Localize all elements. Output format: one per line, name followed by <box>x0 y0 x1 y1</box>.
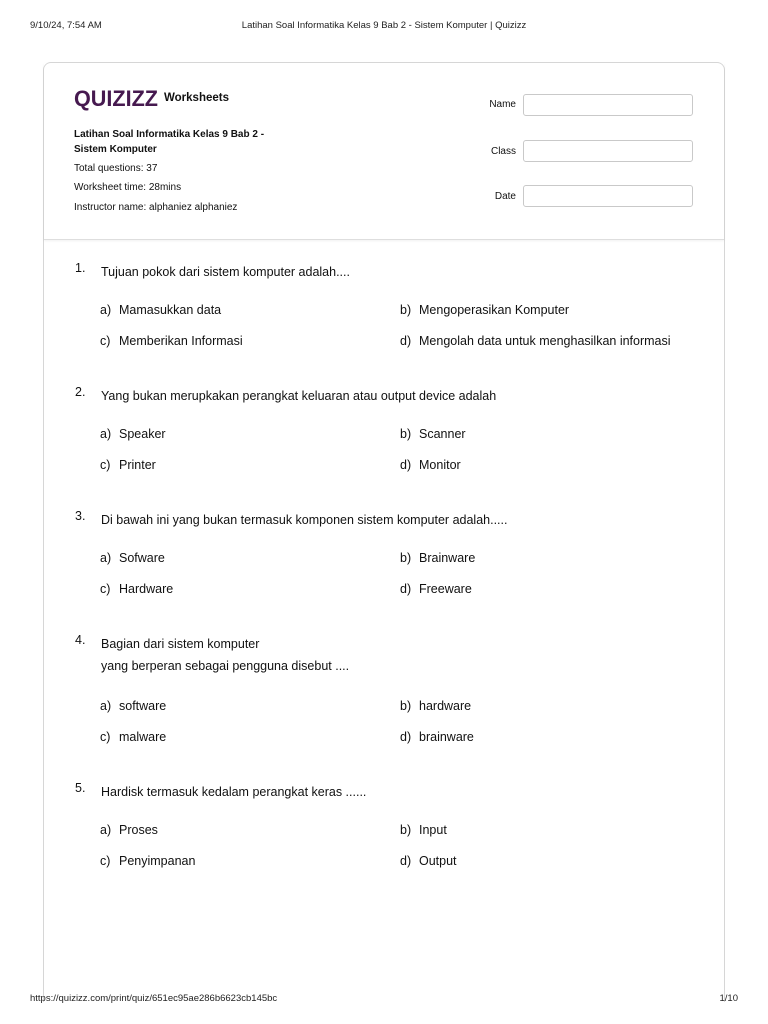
option-text: Penyimpanan <box>119 854 196 868</box>
option-text: Brainware <box>419 551 476 565</box>
option-letter: b) <box>400 303 412 317</box>
question-text <box>101 385 701 407</box>
option-letter: a) <box>100 303 112 317</box>
question-text <box>101 633 701 677</box>
option-c[interactable] <box>100 334 243 348</box>
option-letter: d) <box>400 582 412 596</box>
option-text: brainware <box>419 730 474 744</box>
worksheet-title-line1: Latihan Soal Informatika Kelas 9 Bab 2 - <box>74 129 265 140</box>
option-d[interactable] <box>400 334 671 348</box>
question-text <box>101 781 701 803</box>
worksheet-sheet <box>43 62 725 1002</box>
option-letter: b) <box>400 823 412 837</box>
option-text: Output <box>419 854 457 868</box>
worksheet-header <box>44 63 724 240</box>
option-letter: d) <box>400 334 412 348</box>
option-text: Monitor <box>419 458 461 472</box>
option-text: Proses <box>119 823 158 837</box>
worksheet-time: Worksheet time: 28mins <box>74 182 182 193</box>
option-b[interactable] <box>400 303 569 317</box>
worksheet-title <box>74 127 314 157</box>
option-a[interactable] <box>100 427 166 441</box>
option-c[interactable] <box>100 458 156 472</box>
option-d[interactable] <box>400 582 472 596</box>
question-number: 3. <box>75 509 86 523</box>
option-letter: c) <box>100 334 111 348</box>
option-letter: a) <box>100 551 112 565</box>
date-label: Date <box>494 191 516 202</box>
option-text: Hardware <box>119 582 174 596</box>
option-b[interactable] <box>400 699 471 713</box>
option-letter: d) <box>400 730 412 744</box>
name-label: Name <box>489 99 516 110</box>
option-letter: b) <box>400 551 412 565</box>
question-number: 5. <box>75 781 86 795</box>
question-text-line: Di bawah ini yang bukan termasuk komponen sistem komputer adalah..... <box>101 513 508 527</box>
question-text <box>101 261 701 283</box>
option-text: malware <box>119 730 167 744</box>
option-c[interactable] <box>100 730 166 744</box>
option-letter: b) <box>400 699 412 713</box>
question-text-line: Hardisk termasuk kedalam perangkat keras ...... <box>101 785 367 799</box>
option-text: Mengoperasikan Komputer <box>419 303 570 317</box>
option-text: Printer <box>119 458 156 472</box>
print-url: https://quizizz.com/print/quiz/651ec95ae286b6623cb145bc <box>30 993 278 1004</box>
brand <box>74 85 229 111</box>
option-text: Speaker <box>119 427 166 441</box>
svg-text:QUIZIZZ: QUIZIZZ <box>74 86 158 111</box>
option-letter: c) <box>100 730 111 744</box>
option-a[interactable] <box>100 823 158 837</box>
option-d[interactable] <box>400 458 461 472</box>
name-field[interactable] <box>523 94 693 116</box>
question-text-line: Tujuan pokok dari sistem komputer adalah.... <box>101 265 350 279</box>
worksheet-title-line2: Sistem Komputer <box>74 144 157 155</box>
question-text-line: Yang bukan merupkakan perangkat keluaran atau output device adalah <box>101 389 497 403</box>
option-a[interactable] <box>100 551 165 565</box>
option-a[interactable] <box>100 303 221 317</box>
question-text <box>101 509 701 531</box>
instructor-name: Instructor name: alphaniez alphaniez <box>74 202 238 213</box>
option-letter: a) <box>100 427 112 441</box>
option-letter: d) <box>400 458 412 472</box>
print-page-number: 1/10 <box>719 993 738 1004</box>
option-text: Memberikan Informasi <box>119 334 243 348</box>
print-footer <box>0 993 768 1007</box>
option-letter: a) <box>100 699 112 713</box>
option-text: Mengolah data untuk menghasilkan informasi <box>419 334 671 348</box>
class-label: Class <box>490 146 516 157</box>
option-letter: b) <box>400 427 412 441</box>
option-d[interactable] <box>400 854 457 868</box>
quizizz-logo <box>74 85 162 111</box>
class-field[interactable] <box>523 140 693 162</box>
option-text: Scanner <box>419 427 466 441</box>
option-text: software <box>119 699 167 713</box>
question-number: 2. <box>75 385 86 399</box>
date-field[interactable] <box>523 185 693 207</box>
print-doc-title: Latihan Soal Informatika Kelas 9 Bab 2 - Sistem Komputer | Quizizz <box>241 20 527 31</box>
option-b[interactable] <box>400 551 475 565</box>
question-number: 1. <box>75 261 86 275</box>
print-header <box>0 20 768 34</box>
print-timestamp: 9/10/24, 7:54 AM <box>30 20 102 31</box>
question-number: 4. <box>75 633 86 647</box>
total-questions: Total questions: 37 <box>74 163 158 174</box>
question-text-line: Bagian dari sistem komputer <box>101 637 260 651</box>
option-letter: d) <box>400 854 412 868</box>
option-b[interactable] <box>400 823 447 837</box>
option-text: Freeware <box>419 582 472 596</box>
option-a[interactable] <box>100 699 166 713</box>
option-c[interactable] <box>100 854 195 868</box>
option-text: Sofware <box>119 551 165 565</box>
option-text: hardware <box>419 699 472 713</box>
option-text: Mamasukkan data <box>119 303 222 317</box>
option-letter: c) <box>100 582 111 596</box>
option-c[interactable] <box>100 582 173 596</box>
brand-subtitle: Worksheets <box>164 92 229 104</box>
option-letter: c) <box>100 458 111 472</box>
option-text: Input <box>419 823 447 837</box>
option-b[interactable] <box>400 427 466 441</box>
option-letter: a) <box>100 823 112 837</box>
option-letter: c) <box>100 854 111 868</box>
question-text-line: yang berperan sebagai pengguna disebut .... <box>101 659 350 673</box>
option-d[interactable] <box>400 730 474 744</box>
